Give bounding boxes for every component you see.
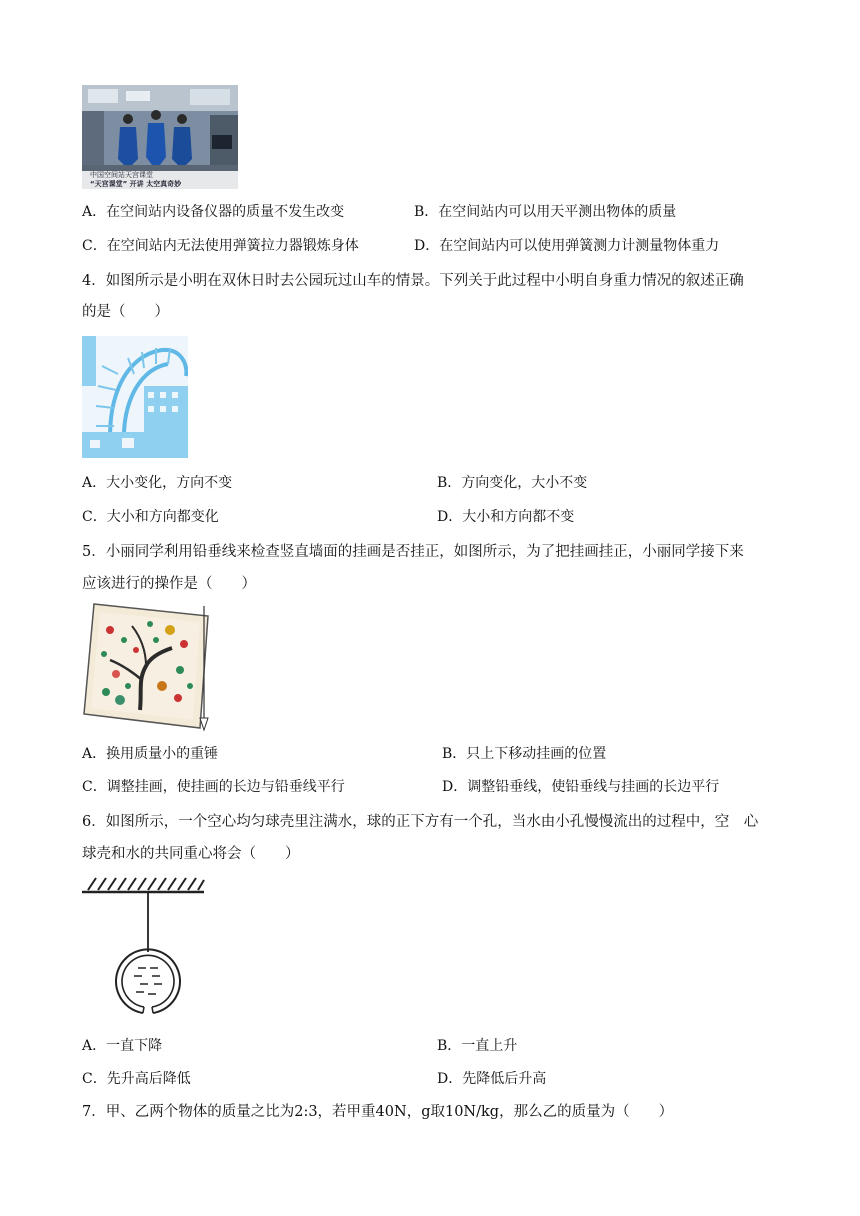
- q6-option-b[interactable]: B．一直上升: [437, 1038, 518, 1054]
- q5-option-b[interactable]: B．只上下移动挂画的位置: [442, 746, 607, 762]
- roller-coaster-image: [82, 336, 188, 458]
- space-station-photo: [82, 85, 238, 189]
- q5-stem-line-1: 5．小丽同学利用铅垂线来检查竖直墙面的挂画是否挂正，如图所示，为了把挂画挂正，小丽同学接下来: [82, 544, 744, 560]
- q4-option-c[interactable]: C．大小和方向都变化: [82, 509, 219, 525]
- caption-line-1: 中国空间站天宫课堂: [90, 171, 153, 179]
- q6-option-d[interactable]: D．先降低后升高: [437, 1071, 547, 1087]
- q4-option-a[interactable]: A．大小变化，方向不变: [82, 475, 233, 491]
- q4-stem-line-1: 4．如图所示是小明在双休日时去公园玩过山车的情景。下列关于此过程中小明自身重力情况的叙述正确: [82, 273, 744, 289]
- q3-option-a[interactable]: A．在空间站内设备仪器的质量不发生改变: [82, 204, 345, 220]
- q5-option-c[interactable]: C．调整挂画，使挂画的长边与铅垂线平行: [82, 779, 345, 795]
- q3-option-d[interactable]: D．在空间站内可以使用弹簧测力计测量物体重力: [414, 238, 720, 254]
- caption-line-2: “天宫课堂” 开讲 太空真奇妙: [90, 180, 182, 188]
- hanging-hollow-sphere-diagram: [80, 872, 208, 1020]
- q5-option-d[interactable]: D．调整铅垂线，使铅垂线与挂画的长边平行: [442, 779, 720, 795]
- q5-stem-line-2: 应该进行的操作是（ ）: [82, 576, 256, 592]
- sphere-drawing: [80, 872, 208, 1020]
- q3-option-c[interactable]: C．在空间站内无法使用弹簧拉力器锻炼身体: [82, 238, 359, 254]
- q4-option-d[interactable]: D．大小和方向都不变: [437, 509, 575, 525]
- q6-stem-line-1: 6．如图所示，一个空心均匀球壳里注满水，球的正下方有一个孔，当水由小孔慢慢流出的过程中，空 心: [82, 814, 759, 830]
- tilted-painting-plumb-line: [80, 600, 216, 734]
- painting-drawing: [80, 600, 216, 734]
- q6-option-a[interactable]: A．一直下降: [82, 1038, 163, 1054]
- q6-stem-line-2: 球壳和水的共同重心将会（ ）: [82, 846, 300, 862]
- q5-option-a[interactable]: A．换用质量小的重锤: [82, 746, 219, 762]
- q4-stem-line-2: 的是（ ）: [82, 304, 169, 320]
- photo-caption: [82, 171, 238, 189]
- roller-coaster-drawing: [82, 336, 188, 458]
- q3-option-b[interactable]: B．在空间站内可以用天平测出物体的质量: [414, 204, 677, 220]
- q7-stem-line-1: 7．甲、乙两个物体的质量之比为2:3，若甲重40N，g取10N/kg，那么乙的质量为（ ）: [82, 1104, 674, 1120]
- q4-option-b[interactable]: B．方向变化，大小不变: [437, 475, 588, 491]
- q6-option-c[interactable]: C．先升高后降低: [82, 1071, 191, 1087]
